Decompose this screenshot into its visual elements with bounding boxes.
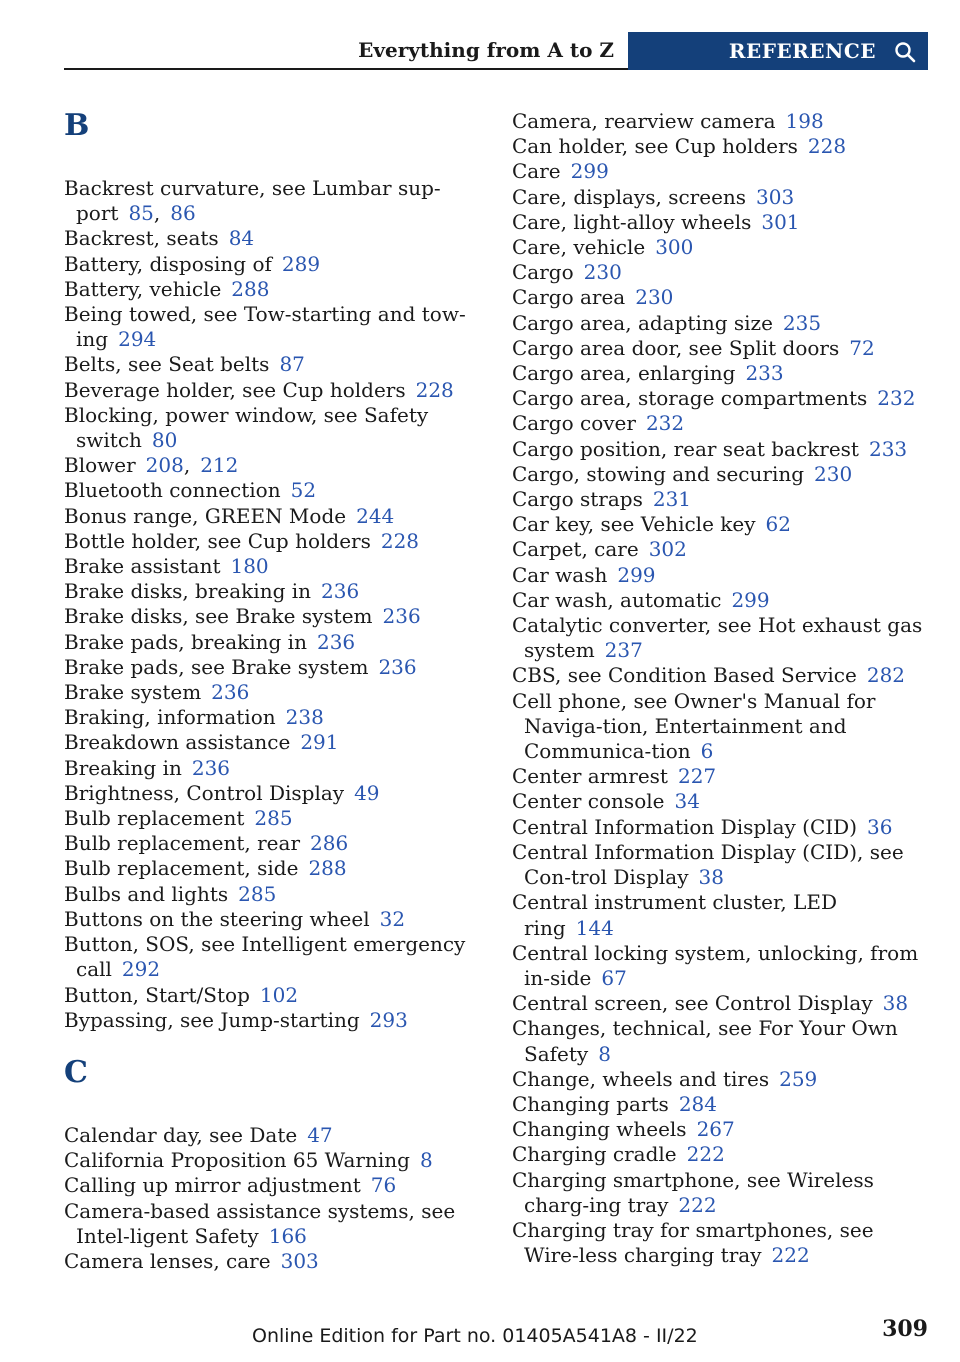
index-entry-term: Brake system — [64, 680, 202, 705]
page-link[interactable]: 230 — [583, 260, 622, 285]
index-entry-term: Brake disks, breaking in — [64, 579, 312, 604]
index-entry-term: Breaking in — [64, 755, 182, 780]
edition-note: Online Edition for Part no. 01405A541A8 - II/22 — [252, 1325, 698, 1347]
page-link[interactable]: 198 — [785, 109, 824, 133]
page-link[interactable]: 38 — [698, 865, 724, 890]
index-entry-term: Cell phone, see Owner's Manual for Naviga-tion, Entertainment and Communica-tion — [512, 688, 876, 764]
index-list-b — [64, 176, 484, 1033]
index-entry-term: Charging smartphone, see Wireless charg-ing tray — [512, 1167, 874, 1217]
index-entry — [64, 806, 484, 831]
page-link[interactable]: 289 — [281, 251, 321, 276]
page-link[interactable]: 288 — [308, 856, 347, 881]
page-footer — [0, 1316, 960, 1356]
index-entry — [512, 815, 932, 840]
index-entry — [512, 134, 932, 159]
page-link[interactable]: 72 — [849, 335, 875, 360]
page-link[interactable]: 237 — [604, 638, 643, 663]
index-entry-term: Calendar day, see Date — [64, 1122, 298, 1147]
index-entry — [64, 403, 484, 453]
page-link[interactable]: 212 — [200, 453, 239, 478]
index-entry — [64, 1148, 484, 1173]
index-entry-term: Brightness, Control Display — [64, 780, 345, 805]
index-entry — [512, 789, 932, 814]
index-entry — [512, 840, 932, 890]
index-entry — [64, 504, 484, 529]
index-entry-term: Bypassing, see Jump-starting — [64, 1007, 360, 1032]
index-entry — [512, 210, 932, 235]
page-link[interactable]: 230 — [635, 285, 674, 310]
page-link[interactable]: 244 — [356, 503, 395, 528]
page-link[interactable]: 222 — [678, 1192, 717, 1217]
index-entry-term: Bluetooth connection — [64, 478, 281, 503]
page-link[interactable]: 231 — [652, 487, 692, 512]
page-link[interactable]: 233 — [745, 361, 784, 386]
index-entry-term: Blower — [64, 453, 136, 478]
page-link[interactable]: 62 — [765, 512, 791, 537]
index-entry — [512, 1117, 932, 1142]
index-entry-term: Car wash — [512, 562, 608, 587]
index-entry-term: Brake pads, see Brake system — [64, 654, 369, 679]
index-entry-term: Charging tray for smartphones, see Wire-less charging tray — [512, 1217, 874, 1268]
index-entry — [64, 1123, 484, 1148]
index-entry — [512, 437, 932, 462]
index-entry-term: Button, Start/Stop — [64, 982, 250, 1007]
page-link[interactable]: 236 — [378, 654, 417, 679]
page-number: 309 — [882, 1316, 928, 1342]
index-entry-term: Charging cradle — [512, 1142, 677, 1167]
page-link[interactable]: 76 — [370, 1173, 397, 1198]
index-entry — [512, 109, 932, 134]
page-link[interactable]: 222 — [686, 1142, 725, 1167]
page-link[interactable]: 285 — [238, 881, 277, 906]
index-entry — [64, 730, 484, 755]
index-entry — [64, 655, 484, 680]
index-entry-term: Cargo area — [512, 285, 626, 310]
page-link[interactable]: 67 — [601, 965, 627, 990]
index-column-right — [512, 109, 932, 1268]
index-entry-term: Cargo area, adapting size — [512, 310, 773, 335]
index-entry — [512, 1218, 932, 1268]
page-link[interactable]: 52 — [290, 478, 317, 503]
index-entry-term: Catalytic converter, see Hot exhaust gas system — [512, 613, 923, 663]
index-entry-term: Central locking system, unlocking, from in-side — [512, 940, 919, 990]
page-link[interactable]: 236 — [316, 629, 356, 654]
index-entry-term: Camera-based assistance systems, see Intel-ligent Safety — [64, 1198, 456, 1248]
index-entry — [64, 277, 484, 302]
page-separator: , — [153, 201, 161, 226]
index-entry — [64, 756, 484, 781]
index-entry — [512, 613, 932, 663]
index-entry — [512, 563, 932, 588]
index-entry-term: Car wash, automatic — [512, 587, 722, 612]
page-link[interactable]: 230 — [814, 461, 853, 486]
page-link[interactable]: 299 — [617, 562, 656, 587]
index-entry-term: Brake assistant — [64, 554, 221, 579]
page-link[interactable]: 288 — [231, 276, 270, 301]
index-entry-term: Center console — [512, 789, 665, 814]
index-entry — [64, 856, 484, 881]
index-column-left — [64, 108, 484, 1274]
page-link[interactable]: 286 — [310, 831, 349, 856]
page-link[interactable]: 84 — [228, 226, 255, 251]
index-entry-term: Backrest, seats — [64, 226, 219, 251]
page-link[interactable]: 284 — [678, 1091, 718, 1116]
index-entry — [512, 386, 932, 411]
index-entry — [512, 588, 932, 613]
page-link[interactable]: 144 — [575, 915, 614, 940]
page-header — [64, 32, 928, 70]
index-entry — [512, 1067, 932, 1092]
index-entry-term: Brake disks, see Brake system — [64, 604, 373, 629]
index-entry-term: Bulb replacement, side — [64, 856, 299, 881]
index-entry — [512, 361, 932, 386]
page-link[interactable]: 235 — [782, 310, 822, 335]
index-entry-term: Care, light-alloy wheels — [512, 209, 752, 234]
index-entry — [512, 537, 932, 562]
page-link[interactable]: 47 — [307, 1122, 333, 1147]
index-entry — [64, 1173, 484, 1198]
index-entry-term: Central Information Display (CID), see Con-trol Display — [512, 839, 904, 890]
index-entry-term: Bottle holder, see Cup holders — [64, 528, 371, 553]
page-link[interactable]: 228 — [380, 528, 420, 553]
index-entry — [512, 991, 932, 1016]
page-link[interactable]: 303 — [756, 184, 795, 209]
index-entry — [512, 311, 932, 336]
index-entry-term: Cargo position, rear seat backrest — [512, 436, 859, 461]
page-link[interactable]: 282 — [866, 663, 906, 688]
index-list-c-continued — [512, 109, 932, 1268]
page-link[interactable]: 208 — [145, 453, 184, 478]
index-entry — [512, 764, 932, 789]
page-link[interactable]: 238 — [285, 705, 324, 730]
page-link[interactable]: 300 — [655, 235, 694, 260]
page-link[interactable]: 291 — [300, 730, 339, 755]
page-link[interactable]: 8 — [419, 1148, 433, 1173]
index-entry — [64, 983, 484, 1008]
chapter-tab[interactable] — [628, 32, 928, 70]
index-entry — [512, 1168, 932, 1218]
index-entry-term: Center armrest — [512, 764, 668, 789]
index-entry — [64, 529, 484, 554]
index-entry — [512, 235, 932, 260]
search-icon — [894, 41, 916, 63]
index-entry — [512, 336, 932, 361]
page-link[interactable]: 222 — [771, 1243, 810, 1268]
page-link[interactable]: 292 — [121, 957, 161, 982]
page-link[interactable]: 285 — [254, 806, 293, 831]
index-entry-term: Blocking, power window, see Safety switch — [64, 402, 429, 453]
chapter-title: REFERENCE — [728, 39, 876, 63]
page-link[interactable]: 6 — [700, 739, 714, 764]
page-link[interactable]: 232 — [877, 386, 916, 411]
page-link[interactable]: 180 — [230, 554, 269, 579]
index-entry — [512, 1092, 932, 1117]
index-entry — [64, 226, 484, 251]
index-entry-term: Cargo area, enlarging — [512, 361, 736, 386]
page-link[interactable]: 38 — [882, 991, 909, 1016]
index-entry — [512, 663, 932, 688]
index-entry-term: Being towed, see Tow-starting and tow-ing — [64, 302, 466, 352]
index-entry-term: Care, vehicle — [512, 235, 646, 260]
page-link[interactable]: 236 — [382, 604, 421, 629]
page-link[interactable]: 86 — [170, 201, 196, 226]
index-entry — [64, 932, 484, 982]
index-entry — [512, 1016, 932, 1066]
index-entry-term: Cargo — [512, 260, 574, 285]
index-entry-term: Camera lenses, care — [64, 1248, 271, 1273]
index-entry — [512, 462, 932, 487]
index-entry-term: Care, displays, screens — [512, 184, 747, 209]
page-link[interactable]: 32 — [379, 906, 406, 931]
index-entry-term: Battery, disposing of — [64, 251, 272, 276]
index-entry — [64, 478, 484, 503]
index-letter-c: C — [64, 1054, 88, 1090]
page-link[interactable]: 294 — [118, 327, 157, 352]
index-entry-term: Cargo cover — [512, 411, 636, 436]
index-entry-term: Central Information Display (CID) — [512, 814, 857, 839]
index-entry — [512, 487, 932, 512]
index-entry — [512, 1142, 932, 1167]
index-entry-term: Camera, rearview camera — [512, 109, 776, 133]
index-entry — [64, 252, 484, 277]
index-entry — [64, 705, 484, 730]
index-entry — [512, 890, 932, 940]
index-entry-term: Central screen, see Control Display — [512, 991, 873, 1016]
index-entry-term: Can holder, see Cup holders — [512, 134, 798, 159]
page-link[interactable]: 166 — [268, 1223, 307, 1248]
page-link[interactable]: 102 — [259, 982, 299, 1007]
page-link[interactable]: 34 — [674, 789, 700, 814]
index-entry — [512, 260, 932, 285]
index-entry-term: Braking, information — [64, 705, 276, 730]
index-entry — [64, 302, 484, 352]
index-entry-term: Bulb replacement, rear — [64, 831, 301, 856]
index-entry — [512, 285, 932, 310]
page-link[interactable]: 228 — [415, 377, 454, 402]
index-entry — [512, 512, 932, 537]
page-link[interactable]: 299 — [731, 587, 770, 612]
page-link[interactable]: 8 — [598, 1041, 611, 1066]
index-entry-term: Cargo straps — [512, 487, 643, 512]
page-link[interactable]: 302 — [648, 537, 687, 562]
page-separator: , — [183, 453, 191, 478]
index-entry — [64, 680, 484, 705]
index-entry — [64, 176, 484, 226]
index-letter-b: B — [64, 108, 90, 143]
index-entry-term: Car key, see Vehicle key — [512, 512, 756, 537]
index-entry-term: California Proposition 65 Warning — [64, 1148, 410, 1173]
index-entry-term: Carpet, care — [512, 537, 639, 562]
index-entry — [64, 781, 484, 806]
index-entry-term: Buttons on the steering wheel — [64, 906, 370, 931]
index-entry-term: Battery, vehicle — [64, 276, 222, 301]
page-link[interactable]: 293 — [369, 1007, 408, 1032]
index-entry-term: Brake pads, breaking in — [64, 629, 307, 654]
index-entry — [64, 554, 484, 579]
index-entry — [512, 689, 932, 765]
index-entry-term: Changing wheels — [512, 1117, 687, 1142]
index-entry — [64, 352, 484, 377]
index-entry — [64, 907, 484, 932]
index-entry-term: Breakdown assistance — [64, 730, 291, 755]
page-link[interactable]: 236 — [191, 755, 231, 780]
index-entry-term: Care — [512, 159, 561, 184]
index-entry-term: Cargo area door, see Split doors — [512, 335, 840, 360]
index-entry-term: Bulbs and lights — [64, 881, 229, 906]
index-entry — [512, 185, 932, 210]
index-entry — [64, 831, 484, 856]
index-entry — [64, 579, 484, 604]
index-entry — [64, 882, 484, 907]
index-entry-term: Beverage holder, see Cup holders — [64, 377, 406, 402]
page-link[interactable]: 233 — [868, 436, 908, 461]
index-entry-term: Change, wheels and tires — [512, 1066, 770, 1091]
index-entry-term: Backrest curvature, see Lumbar sup-port — [64, 176, 441, 226]
index-entry-term: Cargo, stowing and securing — [512, 461, 805, 486]
index-entry-term: Changes, technical, see For Your Own Safety — [512, 1016, 898, 1066]
index-entry — [64, 378, 484, 403]
page-link[interactable]: 301 — [761, 209, 800, 234]
index-entry — [512, 159, 932, 184]
section-title: Everything from A to Z — [64, 32, 628, 70]
page-link[interactable]: 36 — [867, 814, 893, 839]
index-entry — [64, 630, 484, 655]
index-entry — [512, 941, 932, 991]
page-link[interactable]: 227 — [677, 764, 717, 789]
index-entry-term: Bulb replacement — [64, 806, 245, 831]
index-entry-term: Central instrument cluster, LED ring — [512, 890, 837, 940]
page-link[interactable]: 232 — [645, 411, 685, 436]
index-entry-term: Calling up mirror adjustment — [64, 1173, 361, 1198]
page-link[interactable]: 80 — [151, 428, 178, 453]
index-entry-term: Button, SOS, see Intelligent emergency call — [64, 932, 466, 982]
page-link[interactable]: 267 — [696, 1117, 735, 1142]
page-link[interactable]: 303 — [280, 1248, 319, 1273]
index-entry-term: CBS, see Condition Based Service — [512, 663, 857, 688]
index-entry-term: Cargo area, storage compartments — [512, 386, 868, 411]
index-entry-term: Bonus range, GREEN Mode — [64, 503, 347, 528]
page-link[interactable]: 259 — [779, 1066, 818, 1091]
page-link[interactable]: 236 — [211, 680, 250, 705]
page-link[interactable]: 228 — [807, 134, 847, 159]
index-entry — [64, 604, 484, 629]
index-entry-term: Belts, see Seat belts — [64, 352, 270, 377]
page-link[interactable]: 236 — [321, 579, 360, 604]
index-entry-term: Changing parts — [512, 1091, 669, 1116]
index-list-c — [64, 1123, 484, 1274]
page-link[interactable]: 49 — [354, 780, 380, 805]
index-entry — [64, 1249, 484, 1274]
index-entry — [64, 1008, 484, 1033]
index-entry — [512, 411, 932, 436]
page-link[interactable]: 85 — [128, 201, 154, 226]
index-entry — [64, 453, 484, 478]
page-link[interactable]: 299 — [570, 159, 609, 184]
page-link[interactable]: 87 — [279, 352, 305, 377]
index-entry — [64, 1199, 484, 1249]
